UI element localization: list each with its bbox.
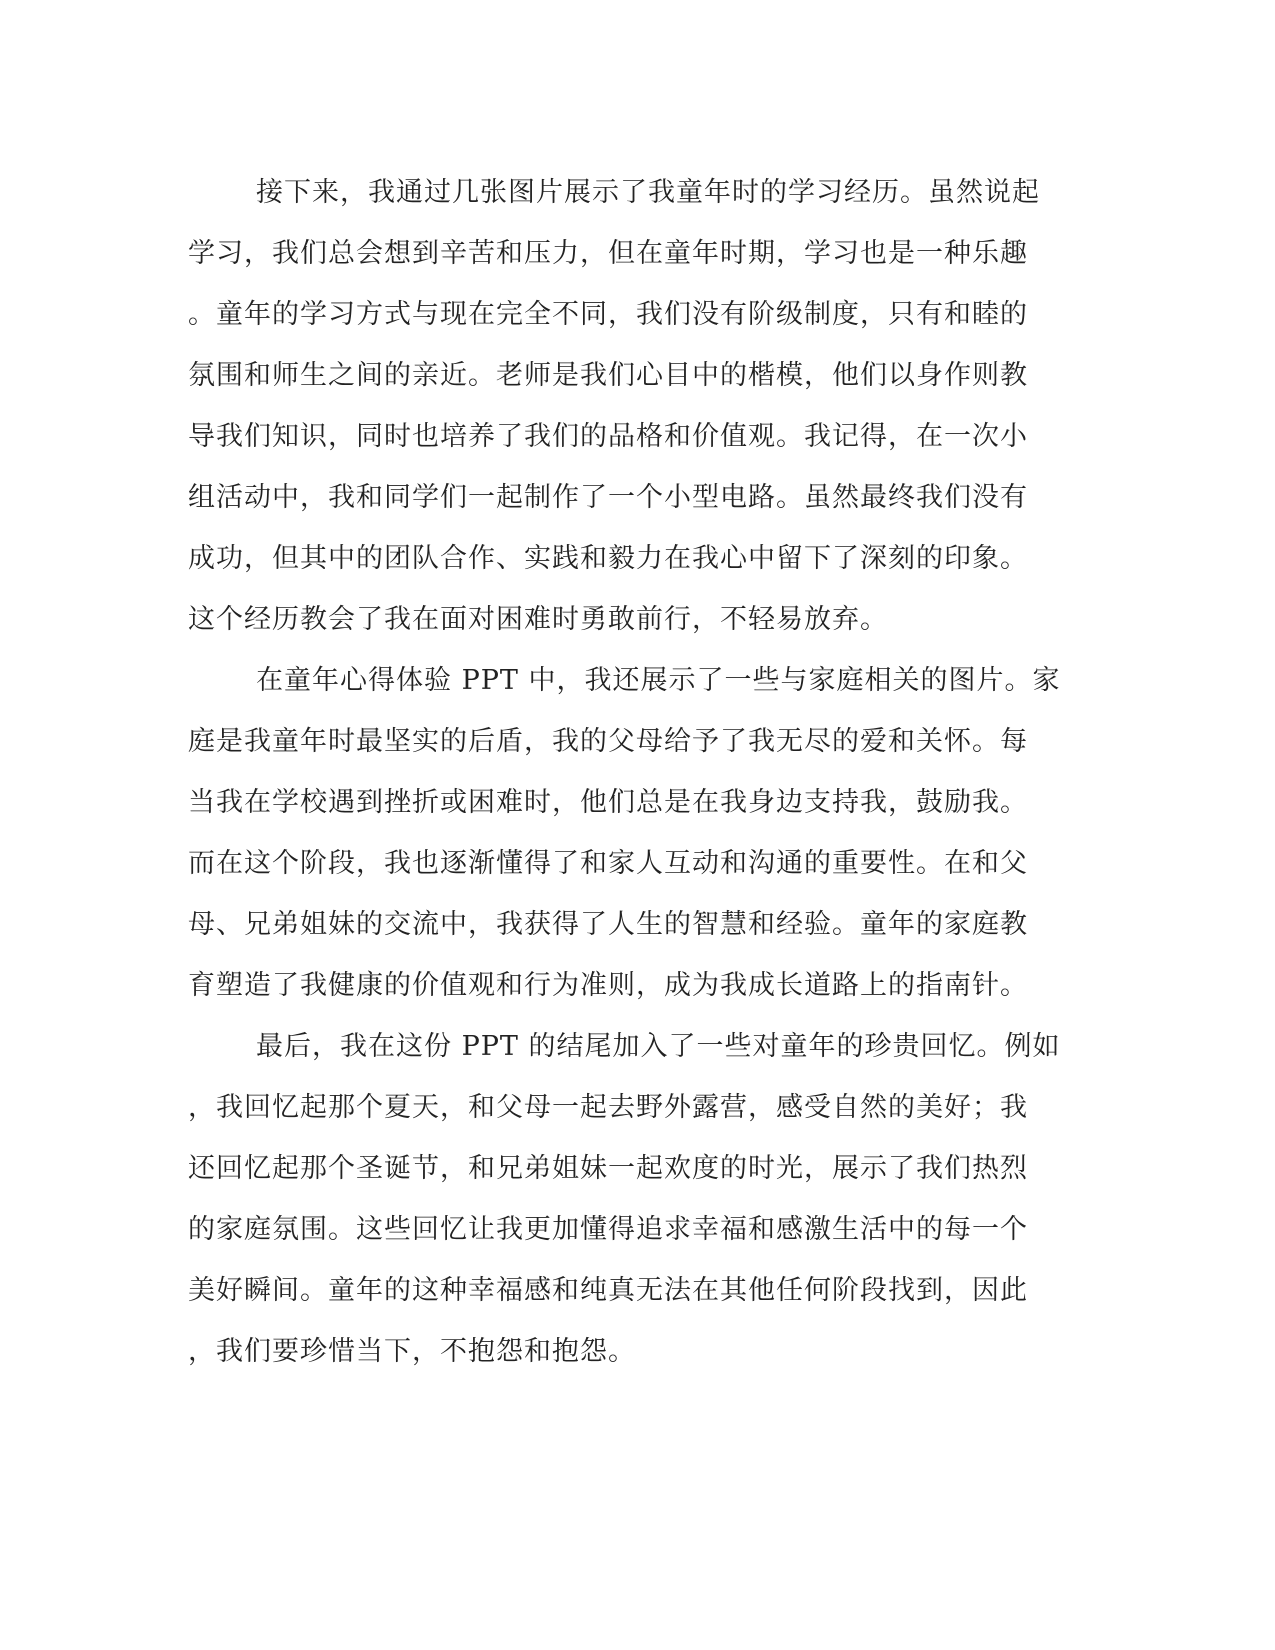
paragraph-line: 组活动中，我和同学们一起制作了一个小型电路。虽然最终我们没有	[188, 482, 1028, 513]
paragraph-line: 的家庭氛围。这些回忆让我更加懂得追求幸福和感激生活中的每一个	[188, 1214, 1028, 1245]
paragraph-line: 美好瞬间。童年的这种幸福感和纯真无法在其他任何阶段找到，因此	[188, 1275, 1028, 1306]
paragraph-memories	[188, 1016, 1068, 1382]
paragraph-line: 育塑造了我健康的价值观和行为准则，成为我成长道路上的指南针。	[188, 970, 1028, 1001]
paragraph-line: 氛围和师生之间的亲近。老师是我们心目中的楷模，他们以身作则教	[188, 360, 1028, 391]
paragraph-line: 当我在学校遇到挫折或困难时，他们总是在我身边支持我，鼓励我。	[188, 787, 1028, 818]
paragraph-line: 还回忆起那个圣诞节，和兄弟姐妹一起欢度的时光，展示了我们热烈	[188, 1153, 1028, 1184]
paragraph-line: 庭是我童年时最坚实的后盾，我的父母给予了我无尽的爱和关怀。每	[188, 726, 1028, 757]
paragraph-line: 母、兄弟姐妹的交流中，我获得了人生的智慧和经验。童年的家庭教	[188, 909, 1028, 940]
paragraph-line: 在童年心得体验 PPT 中，我还展示了一些与家庭相关的图片。家	[256, 665, 1061, 696]
paragraph-line: 学习，我们总会想到辛苦和压力，但在童年时期，学习也是一种乐趣	[188, 238, 1028, 269]
paragraph-childhood-learning	[188, 162, 1068, 650]
paragraph-line: 接下来，我通过几张图片展示了我童年时的学习经历。虽然说起	[256, 177, 1040, 208]
paragraph-line: ，我们要珍惜当下，不抱怨和抱怨。	[188, 1336, 636, 1367]
paragraph-family	[188, 650, 1068, 1016]
document-body	[188, 162, 1068, 1382]
paragraph-line: 而在这个阶段，我也逐渐懂得了和家人互动和沟通的重要性。在和父	[188, 848, 1028, 879]
paragraph-line: 最后，我在这份 PPT 的结尾加入了一些对童年的珍贵回忆。例如	[256, 1031, 1061, 1062]
paragraph-line: 。童年的学习方式与现在完全不同，我们没有阶级制度，只有和睦的	[188, 299, 1028, 330]
paragraph-line: ，我回忆起那个夏天，和父母一起去野外露营，感受自然的美好；我	[188, 1092, 1028, 1123]
paragraph-line: 导我们知识，同时也培养了我们的品格和价值观。我记得，在一次小	[188, 421, 1028, 452]
paragraph-line: 这个经历教会了我在面对困难时勇敢前行，不轻易放弃。	[188, 604, 888, 635]
paragraph-line: 成功，但其中的团队合作、实践和毅力在我心中留下了深刻的印象。	[188, 543, 1028, 574]
